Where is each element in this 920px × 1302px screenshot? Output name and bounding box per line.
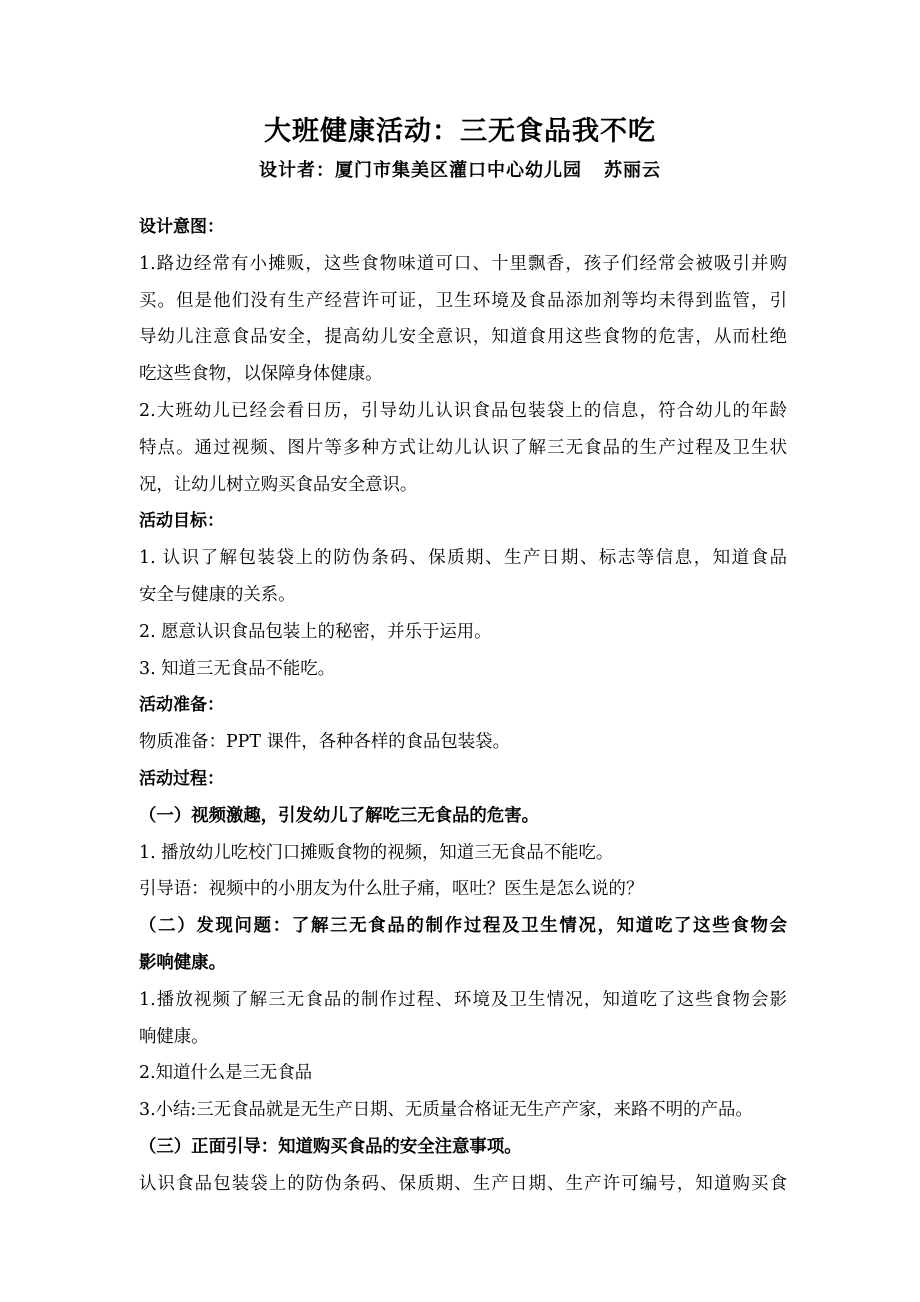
goal-line: 1. 认识了解包装袋上的防伪条码、保质期、生产日期、标志等信息，知道食品	[139, 548, 787, 569]
step-1-item: 1. 播放幼儿吃校门口摊贩食物的视频，知道三无食品不能吃。	[139, 842, 614, 863]
prep-text: 物质准备：PPT 课件，各种各样的食品包装袋。	[139, 732, 510, 753]
step-2-item: 2.知道什么是三无食品	[139, 1063, 313, 1084]
paragraph-line: 况，让幼儿树立购买食品安全意识。	[139, 474, 418, 495]
paragraph-line: 吃这些食物，以保障身体健康。	[139, 364, 383, 385]
step-2-title: （二）发现问题：了解三无食品的制作过程及卫生情况，知道吃了这些食物会	[139, 916, 787, 937]
paragraph-line: 导幼儿注意食品安全，提高幼儿安全意识，知道食用这些食物的危害，从而杜绝	[139, 327, 787, 348]
step-2-title: 影响健康。	[139, 952, 226, 973]
heading-activity-prep: 活动准备：	[139, 695, 224, 716]
step-3-text: 认识食品包装袋上的防伪条码、保质期、生产日期、生产许可编号，知道购买食	[139, 1173, 787, 1194]
document-title: 大班健康活动：三无食品我不吃	[264, 116, 656, 147]
step-3-title: （三）正面引导：知道购买食品的安全注意事项。	[139, 1136, 522, 1157]
step-1-title: （一）视频激趣，引发幼儿了解吃三无食品的危害。	[139, 805, 539, 826]
designer-name: 苏丽云	[604, 160, 661, 181]
paragraph-line: 买。但是他们没有生产经营许可证，卫生环境及食品添加剂等均未得到监管，引	[139, 290, 787, 311]
goal-line: 安全与健康的关系。	[139, 584, 296, 605]
heading-activity-process: 活动过程：	[139, 768, 224, 789]
paragraph-line: 1.路边经常有小摊贩，这些食物味道可口、十里飘香，孩子们经常会被吸引并购	[139, 253, 787, 274]
goal-line: 2. 愿意认识食品包装上的秘密，并乐于运用。	[139, 621, 492, 642]
document-body	[139, 209, 787, 1203]
step-2-item: 响健康。	[139, 1026, 209, 1047]
heading-design-intent: 设计意图：	[139, 217, 224, 237]
paragraph-line: 特点。通过视频、图片等多种方式让幼儿认识了解三无食品的生产过程及卫生状	[139, 437, 787, 458]
paragraph-line: 2.大班幼儿已经会看日历，引导幼儿认识食品包装袋上的信息，符合幼儿的年龄	[139, 400, 787, 421]
document-subtitle	[0, 156, 920, 186]
goal-line: 3. 知道三无食品不能吃。	[139, 658, 336, 679]
designer-org: 设计者：厦门市集美区灌口中心幼儿园	[259, 160, 582, 181]
step-2-item: 1.播放视频了解三无食品的制作过程、环境及卫生情况，知道吃了这些食物会影	[139, 989, 787, 1010]
step-2-summary: 3.小结:三无食品就是无生产日期、无质量合格证无生产产家，来路不明的产品。	[139, 1100, 753, 1121]
step-1-guide: 引导语：视频中的小朋友为什么肚子痛，呕吐？医生是怎么说的？	[139, 879, 644, 900]
heading-activity-goals: 活动目标：	[139, 511, 224, 532]
